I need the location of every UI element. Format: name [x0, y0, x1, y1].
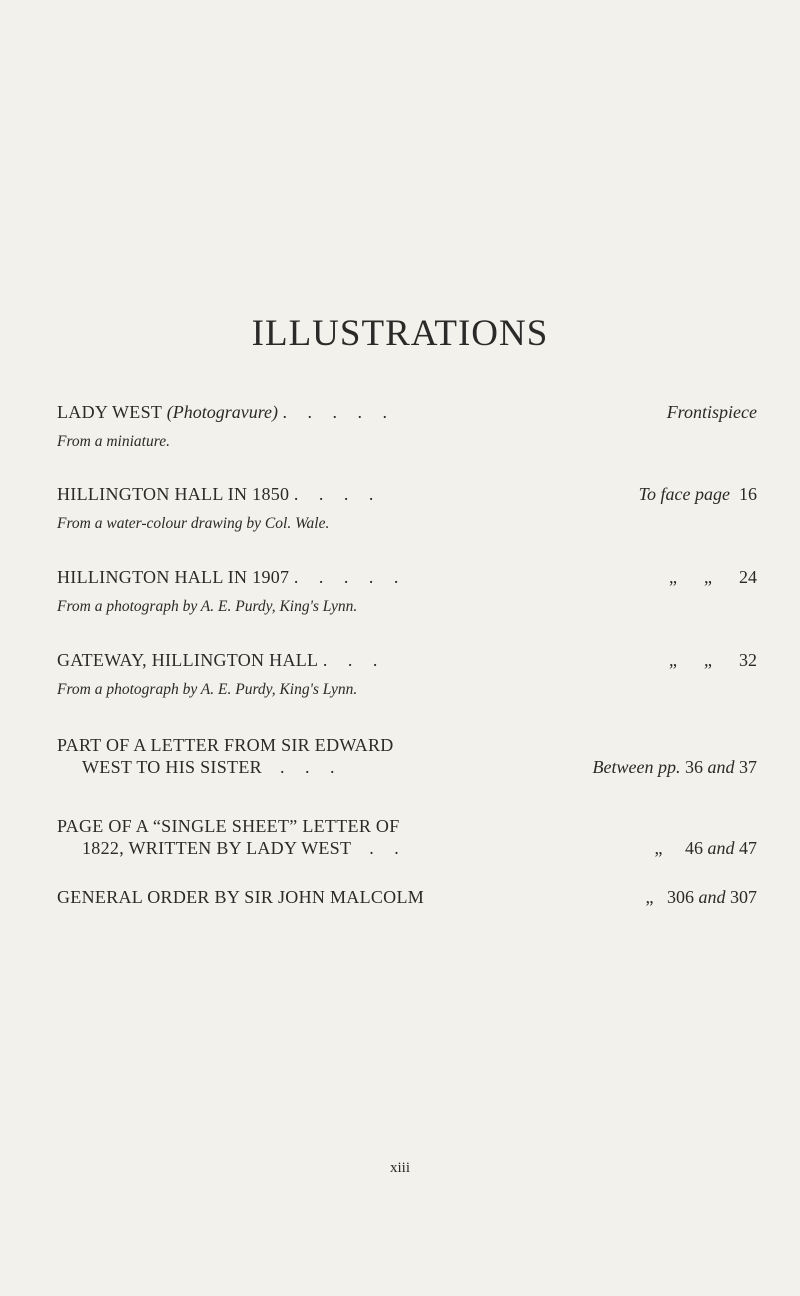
entry-title: HILLINGTON HALL IN 1850: [57, 484, 290, 504]
entry-title: LADY WEST: [57, 402, 163, 422]
ditto-mark: „: [645, 887, 654, 907]
ditto-mark: „: [704, 567, 712, 587]
and-word: and: [698, 887, 726, 907]
and-word: and: [707, 838, 735, 858]
page-number: 307: [730, 887, 757, 907]
page-title: ILLUSTRATIONS: [251, 313, 549, 354]
leader-dots: . .: [369, 838, 407, 858]
entry-page-ref: [646, 887, 758, 908]
leader-dots: . . .: [279, 757, 343, 777]
and-word: and: [707, 757, 735, 777]
illustration-entry: [57, 816, 757, 860]
entry-page-ref: [669, 567, 757, 588]
entry-source: From a photograph by A. E. Purdy, King's Lynn.: [57, 681, 358, 698]
ditto-mark: „: [654, 838, 663, 858]
illustration-entry: [57, 402, 757, 451]
entry-source: From a miniature.: [57, 433, 170, 450]
page-ref-label: Between pp.: [592, 757, 681, 777]
page-number: 46: [685, 838, 703, 858]
entry-page-ref: [639, 484, 757, 505]
entry-source: From a photograph by A. E. Purdy, King's Lynn.: [57, 598, 358, 615]
illustration-entry: [57, 567, 757, 616]
ditto-mark: „: [669, 567, 677, 587]
page-number: 16: [739, 484, 757, 504]
entry-title: PART OF A LETTER FROM SIR EDWARD: [57, 735, 394, 755]
illustration-entry: [57, 484, 757, 533]
page-number: 37: [739, 757, 757, 777]
leader-dots: . . . . .: [293, 567, 407, 587]
entry-page-ref: Frontispiece: [666, 402, 757, 422]
ditto-mark: „: [704, 650, 712, 670]
leader-dots: . . .: [322, 650, 386, 670]
entry-title: HILLINGTON HALL IN 1907: [57, 567, 290, 587]
page-number: 306: [667, 887, 694, 907]
entry-page-ref: [669, 650, 757, 671]
entry-source: From a water-colour drawing by Col. Wale.: [57, 515, 330, 532]
leader-dots: . . . . .: [282, 402, 396, 422]
page-ref-label: To face page: [638, 484, 730, 504]
illustration-entry: [57, 735, 757, 779]
illustration-entry: [57, 650, 757, 699]
entry-title-continued: WEST TO HIS SISTER: [82, 757, 262, 777]
illustration-entry: [57, 887, 757, 909]
leader-dots: . . . .: [293, 484, 382, 504]
page-number: 36: [685, 757, 703, 777]
entry-title: GATEWAY, HILLINGTON HALL: [57, 650, 319, 670]
entry-page-ref: [593, 757, 757, 778]
page-number: 47: [739, 838, 757, 858]
page-number: 24: [739, 567, 757, 587]
entry-note: (Photogravure): [166, 402, 279, 422]
entry-title-continued: 1822, WRITTEN BY LADY WEST: [82, 838, 352, 858]
entry-title: PAGE OF A “SINGLE SHEET” LETTER OF: [57, 816, 400, 836]
page-folio: xiii: [389, 1160, 410, 1176]
ditto-mark: „: [669, 650, 677, 670]
entry-page-ref: [655, 838, 758, 859]
entry-title: GENERAL ORDER BY SIR JOHN MALCOLM: [57, 887, 425, 907]
page-number: 32: [739, 650, 757, 670]
